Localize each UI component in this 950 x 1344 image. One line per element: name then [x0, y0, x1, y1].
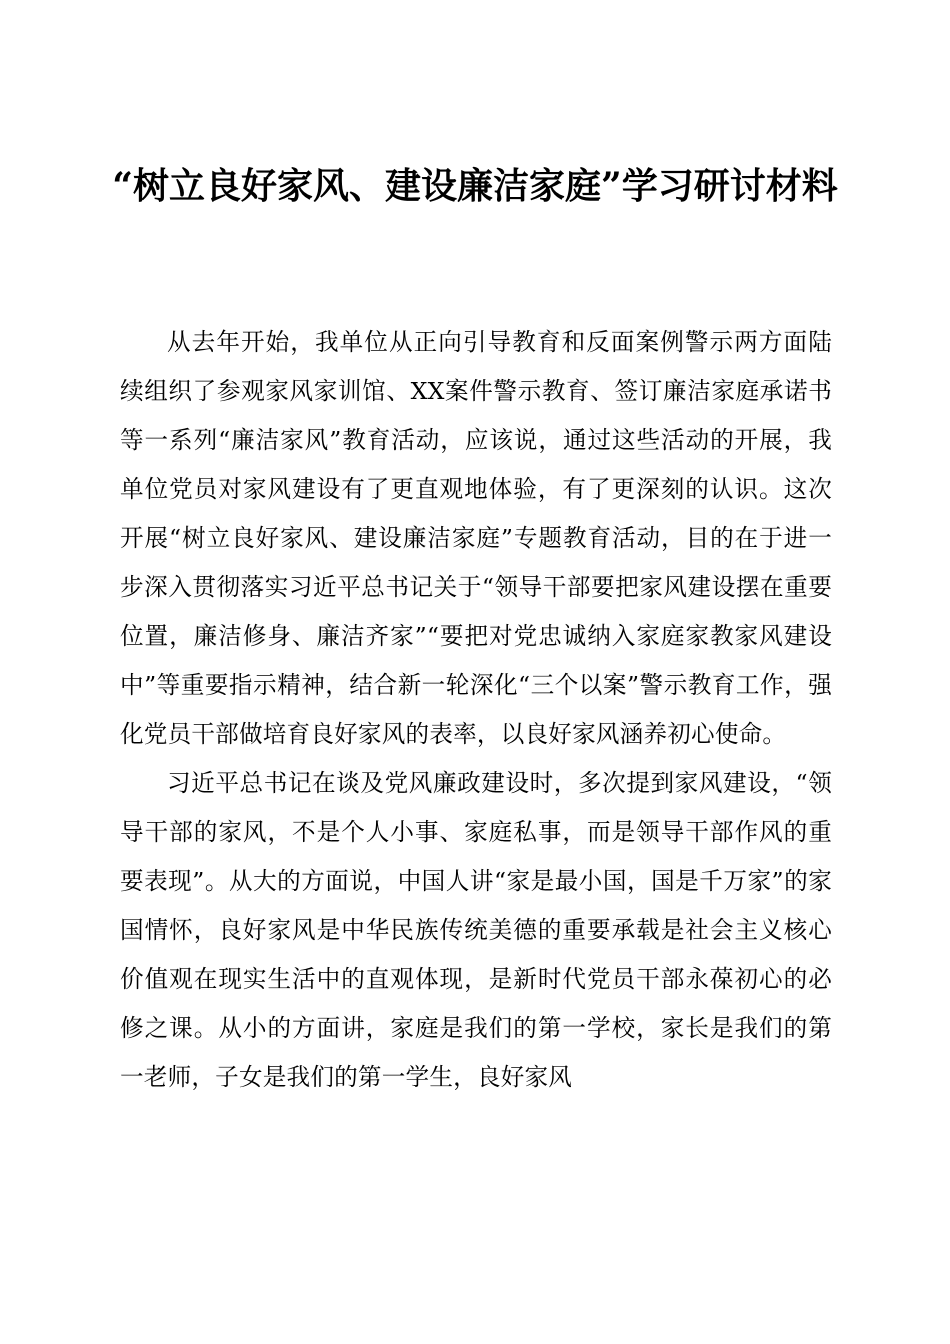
paragraph-1: 从去年开始，我单位从正向引导教育和反面案例警示两方面陆续组织了参观家风家训馆、XX案件警示教育、签订廉洁家庭承诺书等一系列“廉洁家风”教育活动，应该说，通过这些活动的开展，我单位党员对家风建设有了更直观地体验，有了更深刻的认识。这次开展“树立良好家风、建设廉洁家庭”专题教育活动，目的在于进一步深入贯彻落实习近平总书记关于“领导干部要把家风建设摆在重要位置，廉洁修身、廉洁齐家”“要把对党忠诚纳入家庭家教家风建设中”等重要指示精神，结合新一轮深化“三个以案”警示教育工作，强化党员干部做培育良好家风的表率，以良好家风涵养初心使命。 [120, 328, 832, 748]
paragraph-2: 习近平总书记在谈及党风廉政建设时，多次提到家风建设，“领导干部的家风，不是个人小事、家庭私事，而是领导干部作风的重要表现”。从大的方面说，中国人讲“家是最小国，国是千万家”的家国情怀，良好家风是中华民族传统美德的重要承载是社会主义核心价值观在现实生活中的直观体现，是新时代党员干部永葆初心的必修之课。从小的方面讲，家庭是我们的第一学校，家长是我们的第一老师，子女是我们的第一学生，良好家风 [120, 769, 832, 1091]
document-title: “树立良好家风、建设廉洁家庭”学习研讨材料 [112, 165, 838, 207]
document-body [120, 318, 832, 1102]
